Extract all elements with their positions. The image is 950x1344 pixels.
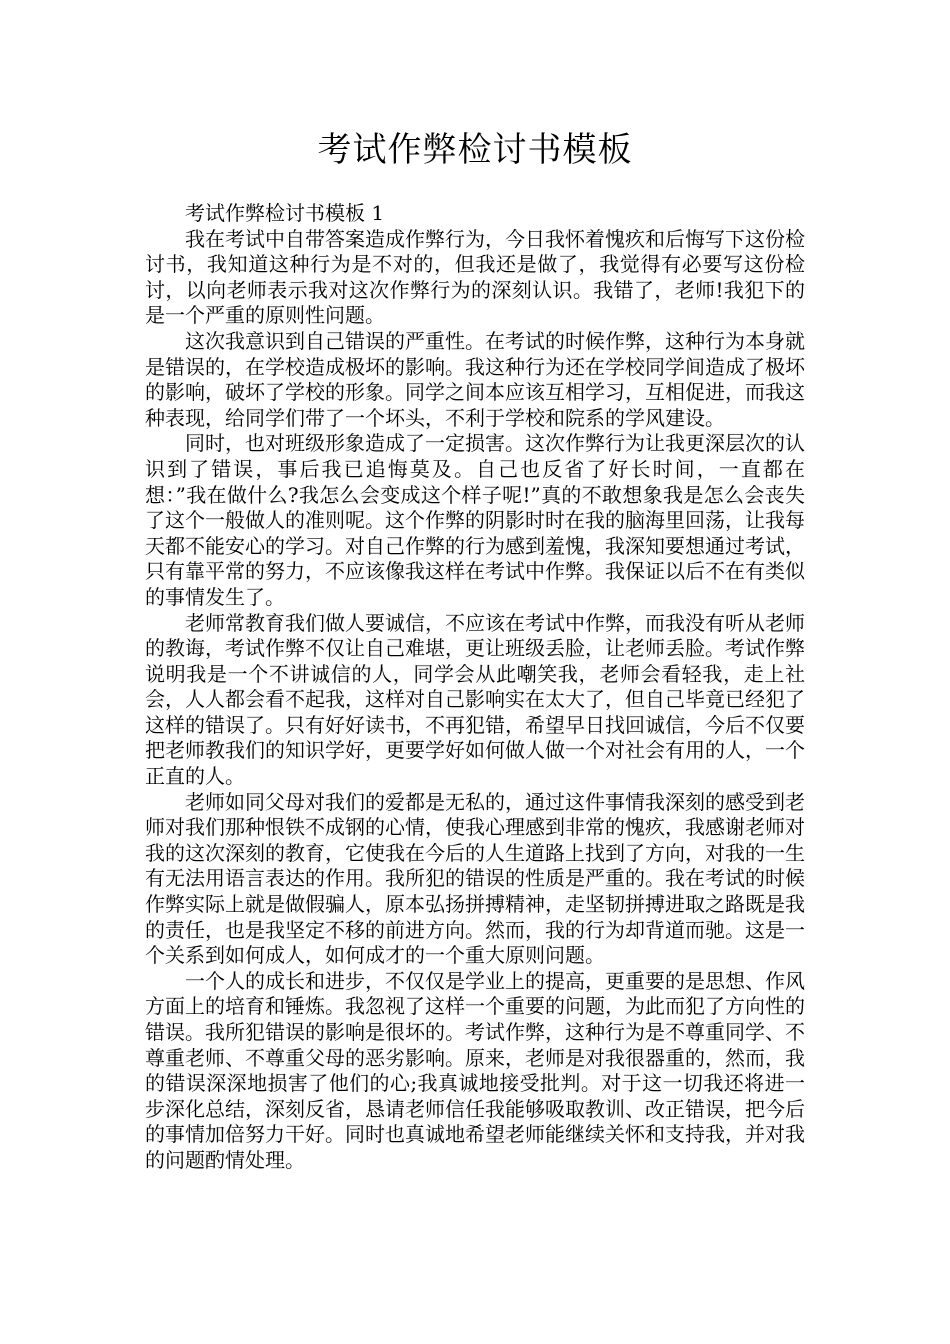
section-heading: 考试作弊检讨书模板 1 xyxy=(185,201,385,225)
body-paragraph-4: 老师常教育我们做人要诚信，不应该在考试中作弊，而我没有听从老师的教诲，考试作弊不仅让自己难堪，更让班级丢脸，让老师丢脸。考试作弊说明我是一个不讲诚信的人，同学会从此嘲笑我，老师会看轻我，走上社会，人人都会看不起我，这样对自己影响实在太大了，但自己毕竟已经犯了这样的错误了。只有好好读书，不再犯错，希望早日找回诚信，今后不仅要把老师教我们的知识学好，更要学好如何做人做一个对社会有用的人，一个正直的人。 xyxy=(145,610,805,789)
body-paragraph-2: 这次我意识到自己错误的严重性。在考试的时候作弊，这种行为本身就是错误的，在学校造成极坏的影响。我这种行为还在学校同学间造成了极坏的影响，破坏了学校的形象。同学之间本应该互相学习，互相促进，而我这种表现，给同学们带了一个坏头，不利于学校和院系的学风建设。 xyxy=(145,328,805,430)
body-paragraph-1: 我在考试中自带答案造成作弊行为，今日我怀着愧疚和后悔写下这份检讨书，我知道这种行为是不对的，但我还是做了，我觉得有必要写这份检讨，以向老师表示我对这次作弊行为的深刻认识。我错了，老师!我犯下的是一个严重的原则性问题。 xyxy=(145,226,805,328)
document-body xyxy=(145,201,805,1174)
document-title: 考试作弊检讨书模板 xyxy=(317,130,633,170)
body-paragraph-5: 老师如同父母对我们的爱都是无私的，通过这件事情我深刻的感受到老师对我们那种恨铁不成钢的心情，使我心理感到非常的愧疚，我感谢老师对我的这次深刻的教育，它使我在今后的人生道路上找到了方向，对我的一生有无法用语言表达的作用。我所犯的错误的性质是严重的。我在考试的时候作弊实际上就是做假骗人，原本弘扬拼搏精神，走坚韧拼搏进取之路既是我的责任，也是我坚定不移的前进方向。然而，我的行为却背道而驰。这是一个关系到如何成人，如何成才的一个重大原则问题。 xyxy=(145,789,805,968)
body-paragraph-6: 一个人的成长和进步，不仅仅是学业上的提高，更重要的是思想、作风方面上的培育和锤炼。我忽视了这样一个重要的问题，为此而犯了方向性的错误。我所犯错误的影响是很坏的。考试作弊，这种行为是不尊重同学、不尊重老师、不尊重父母的恶劣影响。原来，老师是对我很器重的，然而，我的错误深深地损害了他们的心;我真诚地接受批判。对于这一切我还将进一步深化总结，深刻反省，恳请老师信任我能够吸取教训、改正错误，把今后的事情加倍努力干好。同时也真诚地希望老师能继续关怀和支持我，并对我的问题酌情处理。 xyxy=(145,968,805,1172)
body-paragraph-3: 同时，也对班级形象造成了一定损害。这次作弊行为让我更深层次的认识到了错误，事后我已追悔莫及。自己也反省了好长时间，一直都在想：”我在做什么?我怎么会变成这个样子呢!”真的不敢想象我是怎么会丧失了这个一般做人的准则呢。这个作弊的阴影时时在我的脑海里回荡，让我每天都不能安心的学习。对自己作弊的行为感到羞愧，我深知要想通过考试，只有靠平常的努力，不应该像我这样在考试中作弊。我保证以后不在有类似的事情发生了。 xyxy=(145,431,805,609)
